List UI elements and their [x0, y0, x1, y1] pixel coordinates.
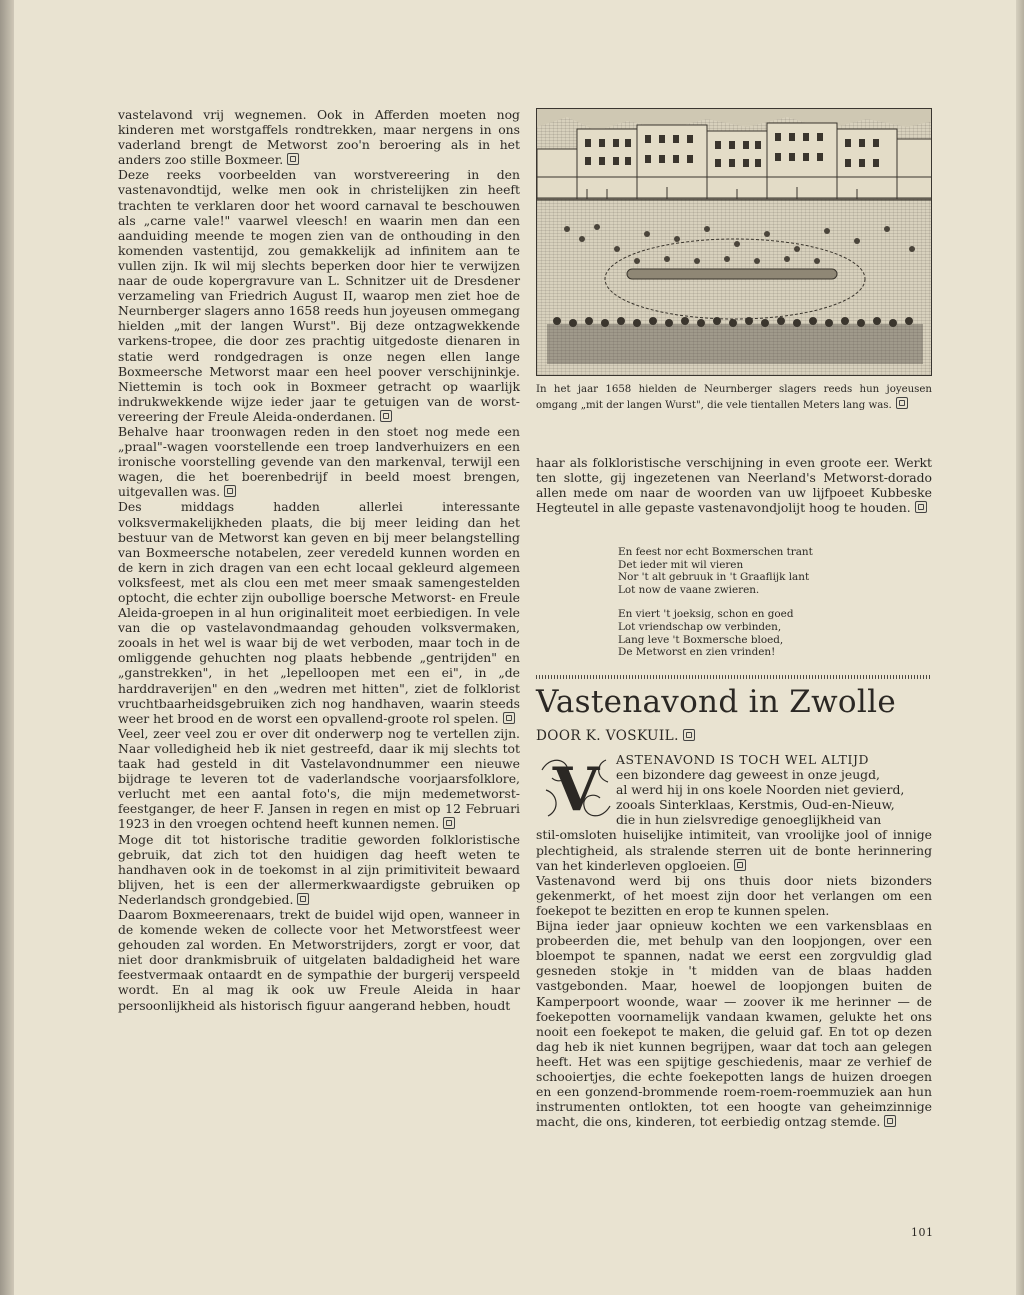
article-byline: DOOR K. VOSKUIL. [536, 728, 695, 744]
paragraph: Deze reeks voorbeelden van worstvereering in den vastenavondtijd, welke men ook in christelijken zin heeft trachten te verklaren door het woord carnaval te beschouwen als „carne vale!" vaarwel vleesch! en waarin men dan een aanduiding meende te mogen zien van de onthouding in den komenden vastentijd, zou gemakkelijk ad infinitem aan te vullen zijn. Ik wil mij slechts beperken door hier te verwijzen naar de oude kopergravure van L. Schnitzer uit de Dresdener verzameling van Friedrich August II, waarop men ziet hoe de Neurnberger slagers anno 1658 reeds hun joyeusen ommegang hielden „mit der langen Wurst". Bij deze ontzagwekkende varkens-tropee, die door zes prachtig uitgedoste dienaren in statie werd rondgedragen is onze negen ellen lange Boxmeersche Metworst maar een heel poover verschijninkje. Niettemin is toch ook in Boxmeer getracht op waarlijk indrukwekkende wijze ieder jaar te getuigen van de worst-vereering der Freule Aleida-onderdanen. [118, 167, 520, 424]
poem-line: Lang leve 't Boxmersche bloed, [618, 633, 784, 646]
poem-stanza [618, 546, 918, 596]
poem-line: En viert 't joeksig, schon en goed [618, 608, 794, 621]
poem-stanza [618, 608, 918, 658]
left-column [118, 107, 520, 1013]
article-body [536, 752, 932, 1129]
poem-line: Nor 't alt gebruuk in 't Graaflijk lant [618, 571, 810, 584]
ornament-icon [287, 153, 299, 165]
ornament-icon [380, 410, 392, 422]
poem-line: Lot now de vaane zwieren. [618, 583, 760, 596]
page-number: 101 [911, 1226, 934, 1239]
paragraph: Veel, zeer veel zou er over dit onderwerp nog te vertellen zijn. Naar volledigheid heb ik niet gestreefd, daar ik mij slechts tot taak had gesteld in dit Vastelavondnummer een nieuwe bijdrage te leveren tot de vaderlandsche voorjaarsfolklore, verlucht met een aantal foto's, die mijn medemetworst-feestganger, de heer F. Jansen in regen en mist op 12 Februari 1923 in den vroegen ochtend heeft kunnen nemen. [118, 725, 520, 832]
right-column-text: haar als folkloristische verschijning in even groote eer. Werkt ten slotte, gij ingezetenen van Neerland's Metworst-dorado allen mede om naar de woorden van uw lijfpoeet Kubbeske Hegteutel in alle gepaste vastenavondjolijt hoog te houden. [536, 455, 932, 516]
ornament-icon [443, 817, 455, 829]
page-edge [1016, 0, 1024, 1295]
paragraph: vastelavond vrij wegnemen. Ook in Afferden moeten nog kinderen met worstgaffels rondtrekken, maar nergens in ons vaderland brengt de Metworst zoo'n beroering als in het anders zoo stille Boxmeer. [118, 107, 520, 168]
paragraph: stil-omsloten huiselijke intimiteit, van vroolijke jool of innige plechtigheid, als stralende sterren uit de bonte herinnering van het kinderleven opgloeien. [536, 827, 932, 873]
poem-line: En feest nor echt Boxmerschen trant [618, 546, 813, 558]
section-divider [536, 675, 932, 679]
poem-line: De Metworst en zien vrinden! [618, 646, 776, 659]
engraving-illustration [536, 108, 932, 376]
ornament-icon [503, 712, 515, 724]
poem [618, 546, 918, 671]
opening-line: zooals Sinterklaas, Kerstmis, Oud-en-Nieuw, [616, 797, 895, 813]
figure-caption: In het jaar 1658 hielden de Neurnberger slagers reeds hun joyeusen omgang „mit der langen Wurst", die vele tientallen Meters lang was. [536, 384, 932, 411]
poem-line: Det ieder mit wil vieren [618, 558, 744, 571]
opening-line: ASTENAVOND IS TOCH WEL ALTIJD [616, 752, 870, 767]
ornament-icon [297, 893, 309, 905]
paragraph: Behalve haar troonwagen reden in den stoet nog mede een „praal"-wagen voorstellende een troep landverhuizers en een ironische voorstelling gevende van den markenval, terwijl een wagen, die het boerenbedrijf in beeld moest brengen, uitgevallen was. [118, 423, 520, 500]
opening-line: een bizondere dag geweest in onze jeugd, [616, 767, 880, 783]
ornament-icon [683, 729, 695, 741]
paragraph: Vastenavond werd bij ons thuis door niets bizonders gekenmerkt, of het moest zijn door het verlangen om een foekepot te bezitten en erop te kunnen spelen. [536, 872, 932, 918]
ornament-icon [915, 501, 927, 513]
ornament-icon [224, 485, 236, 497]
article-title: Vastenavond in Zwolle [536, 684, 896, 720]
ornament-icon [896, 397, 908, 409]
opening-line: die in hun zielsvredige genoeglijkheid van [616, 812, 882, 828]
ornament-icon [884, 1115, 896, 1127]
paragraph: Des middags hadden allerlei interessante volksvermakelijkheden plaats, die bij meer leiding dan het bestuur van de Metworst kan geven en bij meer belangstelling van Boxmeersche notabelen, zeer veredeld kunnen worden en de kern in zich dragen van een echt locaal gekleurd algemeen volksfeest, met als clou een met meer smaak samengestelden optocht, die echter zijn oubollige boersche Metworst- en Freule Aleida-groepen in al hun originaliteit moet eerbiedigen. In vele van die op vastelavondmaandag gehouden volksvermaken, zooals in het wel is waar bij de wet verboden, maar toch in de omliggende gehuchten nog plaats hebbende „gentrijden" en „ganstrekken", in het „lepelloopen met een ei", in „de harddraverijen" en den „wedren met hitten", ziet de folklorist vruchtbaarheidsgebruiken zich nog handhaven, waarin steeds weer het brood en de worst een opvallend-groote rol spelen. [118, 499, 520, 726]
poem-line: Lot vriendschap ow verbinden, [618, 620, 782, 633]
paragraph: Bijna ieder jaar opnieuw kochten we een varkensblaas en probeerden die, met behulp van den loopjongen, over een bloempot te spannen, nadat we eerst een zorgvuldig glad gesneden stokje in 't midden van de blaas hadden vastgebonden. Maar, hoewel de loopjongen buiten de Kamperpoort woonde, waar — zoover ik me herinner — de foekepotten voornamelijk vandaan kwamen, gelukte het ons nooit een foekepot te maken, die geluid gaf. En tot op dezen dag heb ik niet kunnen begrijpen, waar dat toch aan gelegen heeft. Het was een spijtige geschiedenis, maar ze verhief de schooiertjes, die echte foekepotten langs de huizen droegen en een gonzend-brommende roem-roem-roemmuziek aan hun instrumenten ontlokten, tot een hoogte van geheimzinnige macht, die ons, kinderen, tot eerbiedig ontzag stemde. [536, 918, 932, 1130]
ornament-icon [734, 859, 746, 871]
dropcap-letter: V [552, 755, 600, 825]
paragraph: Moge dit tot historische traditie geworden folkloristische gebruik, dat zich tot den huidigen dag heeft weten te handhaven ook in de toekomst in al zijn primitiviteit bewaard blijven, het is een der allermerkwaardigste gebruiken op Nederlandsch grondgebied. [118, 831, 520, 907]
opening-line: al werd hij in ons koele Noorden niet gevierd, [616, 782, 905, 798]
engraving-drawing [537, 109, 932, 376]
binding-gutter [0, 0, 14, 1295]
paragraph: Daarom Boxmeerenaars, trekt de buidel wijd open, wanneer in de komende weken de collecte voor het Metworstfeest weer gehouden zal worden. En Metworstrijders, zorgt er voor, dat niet door drankmisbruik of uitgelaten baldadigheid het ware feestvermaak ontaardt en de sympathie der burgerij verspeeld wordt. En al mag ik ook uw Freule Aleida in haar persoonlijkheid als historisch figuur aangerand hebben, houdt [118, 906, 520, 1013]
